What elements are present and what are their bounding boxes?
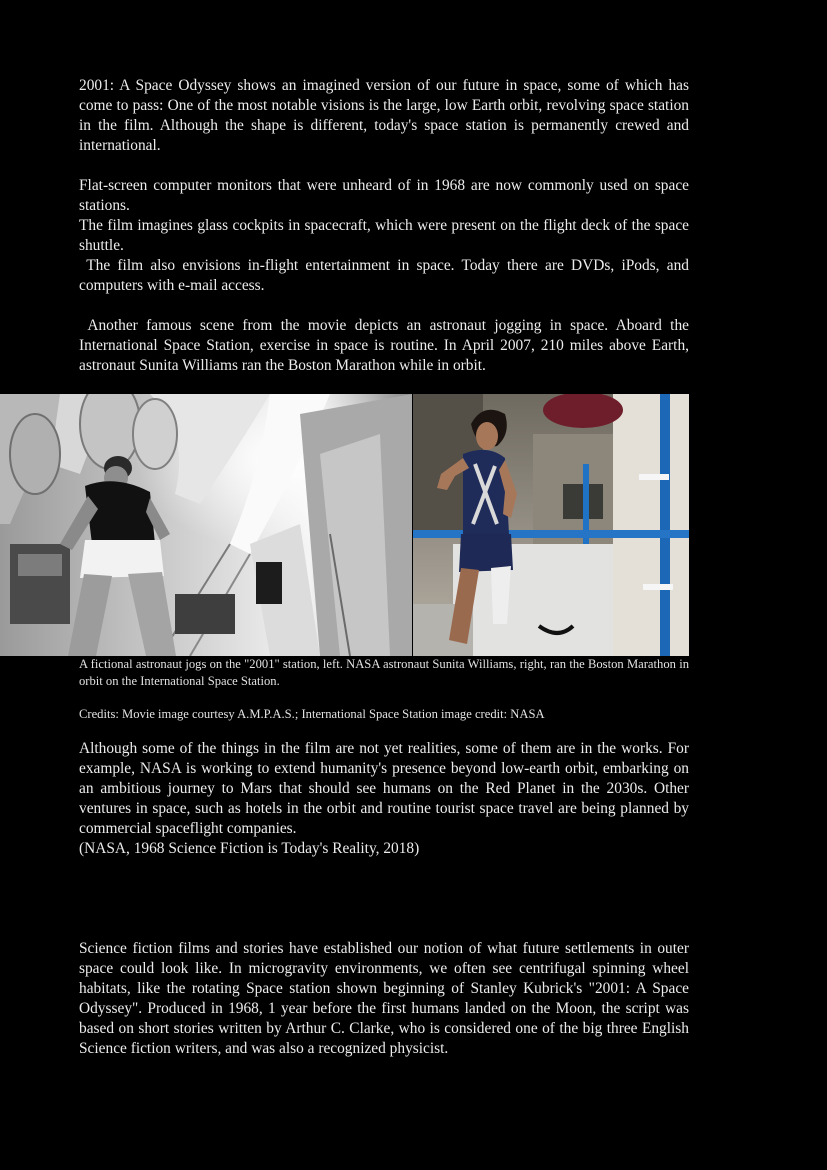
- film-still-photo: [0, 394, 412, 656]
- figure-caption: A fictional astronaut jogs on the "2001" station, left. NASA astronaut Sunita Williams, right, ran the Boston Marathon in orbit on the International Space Station.: [79, 657, 689, 688]
- science-fiction-paragraph: Science fiction films and stories have established our notion of what future settlements in outer space could look like. In microgravity environments, we often see centrifugal spinning wheel habitats, like the rotating Space station shown beginning of Stanley Kubrick's "2001: A Space Odyssey". Produced in 1968, 1 year before the first humans landed on the Moon, the script was based on short stories written by Arthur C. Clarke, who is considered one of the big three English Science fiction writers, and was also a recognized physicist.: [79, 940, 689, 1057]
- figure-credits: Credits: Movie image courtesy A.M.P.A.S.; International Space Station image credit: NASA: [79, 707, 545, 721]
- future-paragraph-body: Although some of the things in the film are not yet realities, some of them are in the works. For example, NASA is working to extend humanity's presence beyond low-earth orbit, embarking on an ambitious journey to Mars that should see humans on the Red Planet in the 2030s. Other ventures in space, such as hotels in the orbit and routine tourist space travel are being planned by commercial spaceflight companies.: [79, 740, 689, 837]
- technology-paragraph: [79, 176, 693, 296]
- jogging-paragraph: Another famous scene from the movie depicts an astronaut jogging in space. Aboard the International Space Station, exercise in space is routine. In April 2007, 210 miles above Earth, astronaut Sunita Williams ran the Boston Marathon while in orbit.: [79, 317, 693, 374]
- cockpits-sentence: The film imagines glass cockpits in spacecraft, which were present on the flight deck of the space shuttle.: [79, 217, 689, 254]
- citation: (NASA, 1968 Science Fiction is Today's Reality, 2018): [79, 840, 420, 857]
- iss-treadmill-photo: [413, 394, 689, 656]
- entertainment-sentence: The film also envisions in-flight entertainment in space. Today there are DVDs, iPods, and computers with e-mail access.: [79, 257, 693, 294]
- intro-paragraph: 2001: A Space Odyssey shows an imagined version of our future in space, some of which has come to pass: One of the most notable visions is the large, low Earth orbit, revolving space station in the film. Although the shape is different, today's space station is permanently crewed and international.: [79, 77, 689, 154]
- monitors-sentence: Flat-screen computer monitors that were unheard of in 1968 are now commonly used on space stations.: [79, 177, 689, 214]
- future-paragraph: [79, 739, 689, 859]
